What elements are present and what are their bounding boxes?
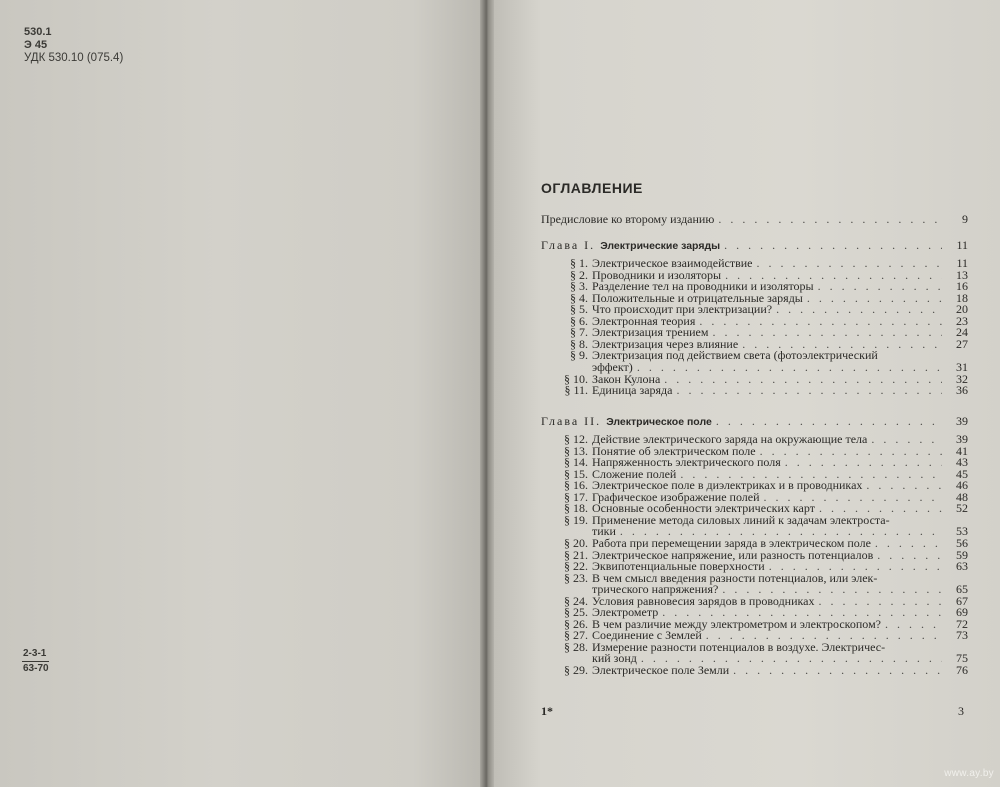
section-title: Основные особенности электрических карт — [592, 501, 815, 516]
publisher-code-top: 2-3-1 — [22, 648, 49, 662]
section-title: Графическое изображение полей — [592, 489, 760, 504]
leader-dots — [776, 303, 942, 315]
toc-page-number: 69 — [956, 605, 968, 620]
publisher-code-bottom: 63-70 — [23, 663, 49, 674]
leader-dots — [819, 595, 943, 607]
section-number: § 3. — [570, 279, 588, 294]
section-title: Электризация под действием света (фотоэлектрический — [592, 348, 878, 363]
toc-page-number: 11 — [956, 238, 968, 252]
section-title: Измерение разности потенциалов в воздухе. Электричес- — [592, 639, 886, 654]
section-number: § 26. — [564, 616, 588, 631]
toc-page-number: 11 — [956, 256, 968, 270]
toc-page-number: 36 — [956, 383, 968, 398]
toc-page-number: 46 — [956, 478, 968, 493]
leader-dots — [676, 384, 942, 396]
section-title: Электризация через влияние — [592, 336, 739, 351]
toc-page-number: 72 — [956, 616, 968, 631]
section-number: § 9. — [570, 348, 588, 363]
section-title: В чем смысл введения разности потенциалов, или элек- — [592, 570, 878, 585]
left-page — [0, 0, 486, 787]
toc-page-number: 18 — [956, 290, 968, 305]
toc-page-number: 43 — [956, 455, 968, 470]
toc-page-number: 31 — [956, 359, 968, 374]
section-number: § 17. — [564, 489, 588, 504]
toc-page-number: 53 — [956, 524, 968, 539]
section-number: § 23. — [564, 570, 588, 585]
leader-dots — [637, 361, 942, 373]
toc-page-number: 39 — [956, 432, 968, 446]
section-number: § 10. — [564, 371, 588, 386]
publisher-code — [22, 648, 49, 675]
section-title: Единица заряда — [592, 383, 673, 398]
section-number: § 15. — [564, 466, 588, 481]
section-title: Что происходит при электризации? — [592, 302, 773, 317]
leader-dots — [866, 479, 942, 491]
chapter-title: Электрические заряды — [600, 240, 721, 252]
toc-page-number: 75 — [956, 651, 968, 666]
section-number: § 8. — [570, 336, 588, 351]
section-title: Соединение с Землей — [592, 628, 702, 643]
section-title: Разделение тел на проводники и изоляторы — [592, 279, 814, 294]
classification-code: 530.1 — [24, 26, 52, 38]
toc-entry-chapter — [541, 239, 968, 252]
author-mark: Э 45 — [24, 39, 48, 51]
section-number: § 4. — [570, 290, 588, 305]
toc-page-number: 65 — [956, 582, 968, 597]
section-title: Электрометр — [592, 605, 659, 620]
section-number: § 27. — [564, 628, 588, 643]
section-title: Напряженность электрического поля — [592, 455, 781, 470]
signature-mark: 1* — [541, 704, 553, 718]
section-number: § 18. — [564, 501, 588, 516]
section-number: § 24. — [564, 593, 588, 608]
toc-entry-chapter — [541, 415, 968, 428]
chapter-label: Глава I. — [541, 238, 596, 252]
toc-page-number: 41 — [956, 443, 968, 458]
section-title: Электрическое поле Земли — [592, 663, 730, 677]
section-number: § 5. — [570, 302, 588, 317]
toc-entry-section — [592, 664, 968, 676]
section-number: § 22. — [564, 559, 588, 574]
toc-page-number: 76 — [956, 663, 968, 677]
section-title: Проводники и изоляторы — [592, 267, 722, 282]
leader-dots — [716, 415, 942, 427]
leader-dots — [877, 549, 942, 561]
leader-dots — [875, 537, 942, 549]
section-number: § 19. — [564, 512, 588, 527]
section-title: В чем различие между электрометром и электроскопом? — [592, 616, 881, 631]
section-number: § 29. — [564, 663, 588, 677]
watermark: www.ay.by — [944, 768, 994, 779]
section-title: Электризация трением — [592, 325, 709, 340]
section-title: Электрическое поле в диэлектриках и в проводниках — [592, 478, 863, 493]
toc-page-number: 56 — [956, 535, 968, 550]
section-title: Работа при перемещении заряда в электрическом поле — [592, 535, 871, 550]
toc-page-number: 73 — [956, 628, 968, 643]
section-number: § 14. — [564, 455, 588, 470]
toc-page-number: 63 — [956, 559, 968, 574]
section-title-continuation: тики — [592, 524, 616, 539]
bibliographic-block — [24, 26, 123, 65]
section-number: § 2. — [570, 267, 588, 282]
leader-dots — [807, 292, 942, 304]
leader-dots — [664, 373, 942, 385]
toc-page-number: 59 — [956, 547, 968, 562]
section-number: § 11. — [564, 383, 588, 398]
toc-page-number: 16 — [956, 279, 968, 294]
section-title: Электрическое взаимодействие — [592, 256, 753, 270]
toc-page-number: 20 — [956, 302, 968, 317]
leader-dots — [785, 456, 942, 468]
section-number: § 20. — [564, 535, 588, 550]
leader-dots — [871, 433, 942, 445]
chapter-heading — [541, 415, 712, 428]
leader-dots — [699, 315, 942, 327]
section-title: Положительные и отрицательные заряды — [592, 290, 803, 305]
chapter-title: Электрическое поле — [606, 416, 712, 428]
preface-title: Предисловие ко второму изданию — [541, 212, 715, 226]
section-title: Эквипотенциальные поверхности — [592, 559, 765, 574]
section-title: Условия равновесия зарядов в проводниках — [592, 593, 815, 608]
toc-page-number: 39 — [956, 414, 968, 428]
section-title: Закон Кулона — [592, 371, 661, 386]
leader-dots — [724, 239, 942, 251]
section-number: § 16. — [564, 478, 588, 493]
toc-entry-section — [592, 384, 968, 396]
toc-title: ОГЛАВЛЕНИЕ — [541, 180, 643, 196]
leader-dots — [733, 664, 942, 676]
section-number: § 12. — [564, 432, 588, 446]
section-title-continuation: трического напряжения? — [592, 582, 719, 597]
section-title: Понятие об электрическом поле — [592, 443, 756, 458]
udk-code: УДК 530.10 (075.4) — [24, 52, 124, 64]
toc-page-number: 52 — [956, 501, 968, 516]
chapter-heading — [541, 239, 720, 252]
chapter-label: Глава II. — [541, 414, 602, 428]
section-title: Электрическое напряжение, или разность потенциалов — [592, 547, 874, 562]
section-number: § 13. — [564, 443, 588, 458]
section-title-continuation: кий зонд — [592, 651, 637, 666]
leader-dots — [718, 213, 942, 225]
leader-dots — [885, 618, 942, 630]
toc-page-number: 23 — [956, 313, 968, 328]
toc-page-number: 45 — [956, 466, 968, 481]
section-number: § 6. — [570, 313, 588, 328]
leader-dots — [760, 445, 942, 457]
toc-page-number: 13 — [956, 267, 968, 282]
toc-page-number: 24 — [956, 325, 968, 340]
section-number: § 25. — [564, 605, 588, 620]
leader-dots — [756, 257, 942, 269]
toc-page-number: 48 — [956, 489, 968, 504]
section-title-continuation: эффект) — [592, 359, 633, 374]
section-number: § 7. — [570, 325, 588, 340]
section-number: § 28. — [564, 639, 588, 654]
section-title: Электронная теория — [592, 313, 696, 328]
toc-page-number: 9 — [962, 212, 968, 226]
leader-dots — [818, 280, 942, 292]
section-number: § 21. — [564, 547, 588, 562]
toc-entry-preface — [541, 213, 968, 225]
section-title: Применение метода силовых линий к задачам электроста- — [592, 512, 890, 527]
section-number: § 1. — [570, 256, 588, 270]
leader-dots — [712, 326, 942, 338]
toc-page-number: 27 — [956, 336, 968, 351]
toc-page-number: 32 — [956, 371, 968, 386]
toc-page-number: 67 — [956, 593, 968, 608]
book-spine — [480, 0, 494, 787]
section-title: Сложение полей — [592, 466, 677, 481]
section-title: Действие электрического заряда на окружающие тела — [592, 432, 868, 446]
page-number: 3 — [958, 704, 964, 718]
